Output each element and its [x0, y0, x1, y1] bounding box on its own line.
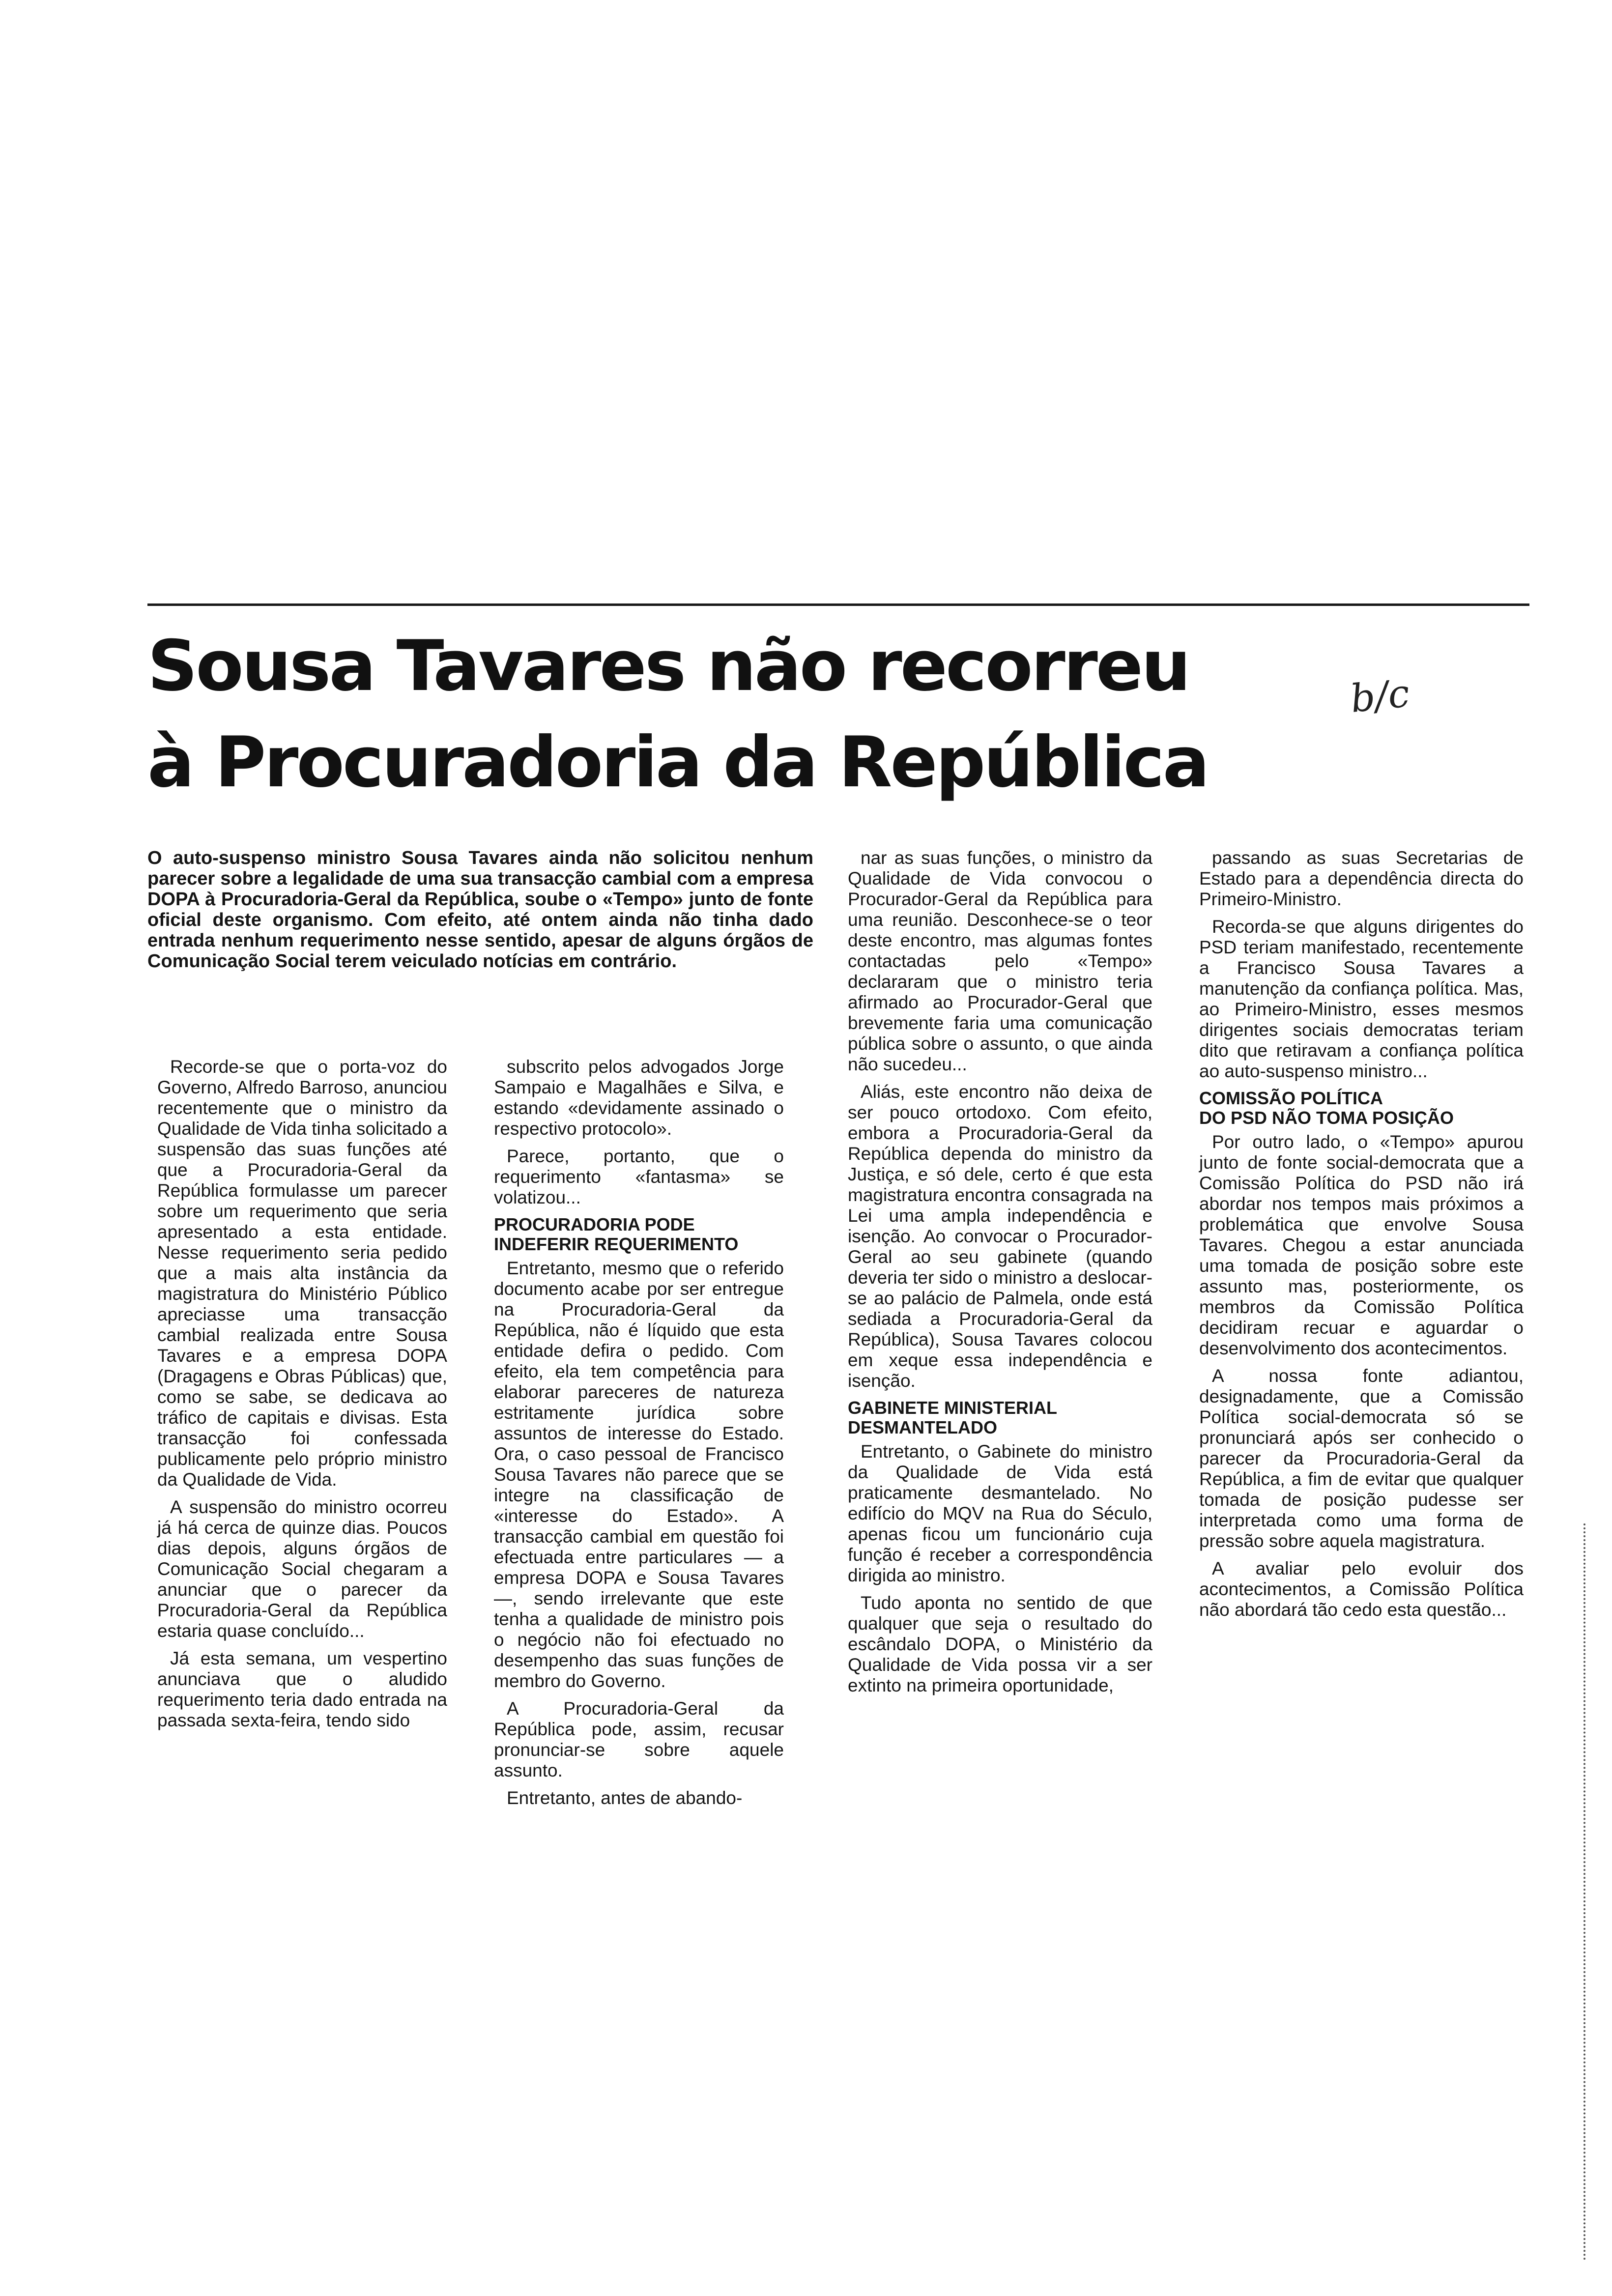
column-3-paragraph: nar as suas funções, o ministro da Qualidade de Vida convocou o Procurador-Geral da República para uma reunião. Desconhece-se o teor deste encontro, mas algumas fontes contactadas pelo «Tempo» declararam que o ministro teria afirmado ao Procurador-Geral que brevemente faria uma comunicação pública sobre o assunto, o que ainda não sucedeu... [848, 848, 1152, 1074]
subheading-gabinete [848, 1398, 1152, 1437]
lead-paragraph: O auto-suspenso ministro Sousa Tavares ainda não solicitou nenhum parecer sobre a legalidade de uma sua transacção cambial com a empresa DOPA à Procuradoria-Geral da República, soube o «Tempo» junto de fonte oficial deste organismo. Com efeito, até ontem ainda não tinha dado entrada nenhum requerimento nesse sentido, apesar de alguns órgãos de Comunicação Social terem veiculado notícias em contrário. [147, 848, 813, 972]
subheading-comissao [1199, 1089, 1524, 1128]
headline-line-2: à Procuradoria da República [147, 722, 1208, 803]
column-2-paragraph: Parece, portanto, que o requerimento «fantasma» se volatizou... [494, 1146, 784, 1207]
handwritten-note: b/c [1348, 671, 1412, 722]
column-1 [157, 1057, 447, 1738]
headline [147, 618, 1376, 811]
column-4-paragraph: Recorda-se que alguns dirigentes do PSD teriam manifestado, recentemente a Francisco Sousa Tavares a manutenção da confiança política. Mas, ao Primeiro-Ministro, esses mesmos dirigentes sociais democratas teriam dito que retiravam a confiança política ao auto-suspenso ministro... [1199, 917, 1524, 1081]
column-2-paragraph: subscrito pelos advogados Jorge Sampaio e Magalhães e Silva, e estando «devidamente assinado o respectivo protocolo». [494, 1057, 784, 1139]
column-4 [1199, 848, 1524, 1627]
subheading-line: GABINETE MINISTERIAL [848, 1398, 1058, 1418]
column-4-paragraph: Por outro lado, o «Tempo» apurou junto de fonte social-democrata que a Comissão Política do PSD não irá abordar nos tempos mais próximos a problemática que envolve Sousa Tavares. Chegou a estar anunciada uma tomada de posição sobre este assunto mas, posteriormente, os membros da Comissão Política decidiram recuar e aguardar o desenvolvimento dos acontecimentos. [1199, 1132, 1524, 1358]
column-2-paragraph: A Procuradoria-Geral da República pode, assim, recusar pronunciar-se sobre aquele assunto. [494, 1698, 784, 1780]
column-4-paragraph: passando as suas Secretarias de Estado para a dependência directa do Primeiro-Ministro. [1199, 848, 1524, 909]
subheading-line: COMISSÃO POLÍTICA [1199, 1088, 1383, 1108]
column-4-paragraph: A nossa fonte adiantou, designadamente, que a Comissão Política social-democrata só se pronunciará após ser conhecido o parecer da Procuradoria-Geral da República, a fim de evitar que qualquer tomada de posição pudesse ser interpretada como uma forma de pressão sobre aquela magistratura. [1199, 1366, 1524, 1551]
column-1-paragraph: Recorde-se que o porta-voz do Governo, Alfredo Barroso, anunciou recentemente que o ministro da Qualidade de Vida tinha solicitado a suspensão das suas funções até que a Procuradoria-Geral da República formulasse um parecer sobre um requerimento que seria apresentado a esta entidade. Nesse requerimento seria pedido que a mais alta instância da magistratura do Ministério Público apreciasse uma transacção cambial realizada entre Sousa Tavares e a empresa DOPA (Dragagens e Obras Públicas) que, como se sabe, se dedicava ao tráfico de capitais e divisas. Esta transacção foi confessada publicamente pelo próprio ministro da Qualidade de Vida. [157, 1057, 447, 1490]
column-3-paragraph: Tudo aponta no sentido de que qualquer que seja o resultado do escândalo DOPA, o Ministério da Qualidade de Vida possa vir a ser extinto na primeira oportunidade, [848, 1593, 1152, 1695]
column-1-paragraph: Já esta semana, um vespertino anunciava que o aludido requerimento teria dado entrada na passada sexta-feira, tendo sido [157, 1648, 447, 1730]
subheading-line: DESMANTELADO [848, 1417, 997, 1437]
headline-line-1: Sousa Tavares não recorreu [147, 626, 1189, 707]
subheading-line: DO PSD NÃO TOMA POSIÇÃO [1199, 1108, 1454, 1128]
column-4-paragraph: A avaliar pelo evoluir dos acontecimentos, a Comissão Política não abordará tão cedo esta questão... [1199, 1558, 1524, 1620]
subheading-line: INDEFERIR REQUERIMENTO [494, 1234, 739, 1254]
column-3-paragraph: Entretanto, o Gabinete do ministro da Qualidade de Vida está praticamente desmantelado. No edifício do MQV na Rua do Século, apenas ficou um funcionário cuja função é receber a correspondência dirigida ao ministro. [848, 1441, 1152, 1585]
subheading-procuradoria [494, 1215, 784, 1254]
column-3 [848, 848, 1152, 1703]
column-3-paragraph: Aliás, este encontro não deixa de ser pouco ortodoxo. Com efeito, embora a Procuradoria-Geral da República dependa do ministro da Justiça, e só dele, certo é que esta magistratura encontra consagrada na Lei uma ampla independência e isenção. Ao convocar o Procurador-Geral ao seu gabinete (quando deveria ter sido o ministro a deslocar-se ao palácio de Palmela, onde está sediada a Procuradoria-Geral da República), Sousa Tavares colocou em xeque essa independência e isenção. [848, 1082, 1152, 1391]
column-2-paragraph: Entretanto, antes de abando- [507, 1788, 743, 1808]
column-1-paragraph: A suspensão do ministro ocorreu já há cerca de quinze dias. Poucos dias depois, alguns órgãos de Comunicação Social chegaram a anunciar que o parecer da Procuradoria-Geral da República estaria quase concluído... [157, 1497, 447, 1641]
column-2-paragraph: Entretanto, mesmo que o referido documento acabe por ser entregue na Procuradoria-Geral da República, não é líquido que esta entidade defira o pedido. Com efeito, ela tem competência para elaborar pareceres de natureza estritamente jurídica sobre assuntos de interesse do Estado. Ora, o caso pessoal de Francisco Sousa Tavares não parece que se integre na classificação de «interesse do Estado». A transacção cambial em questão foi efectuada entre particulares — a empresa DOPA e Sousa Tavares —, sendo irrelevante que este tenha a qualidade de ministro pois o negócio não foi efectuado no desempenho das suas funções de membro do Governo. [494, 1258, 784, 1691]
column-2 [494, 1057, 784, 1815]
scan-edge-speckle [1583, 1523, 1595, 2261]
subheading-line: PROCURADORIA PODE [494, 1214, 695, 1234]
headline-rule [147, 603, 1529, 606]
